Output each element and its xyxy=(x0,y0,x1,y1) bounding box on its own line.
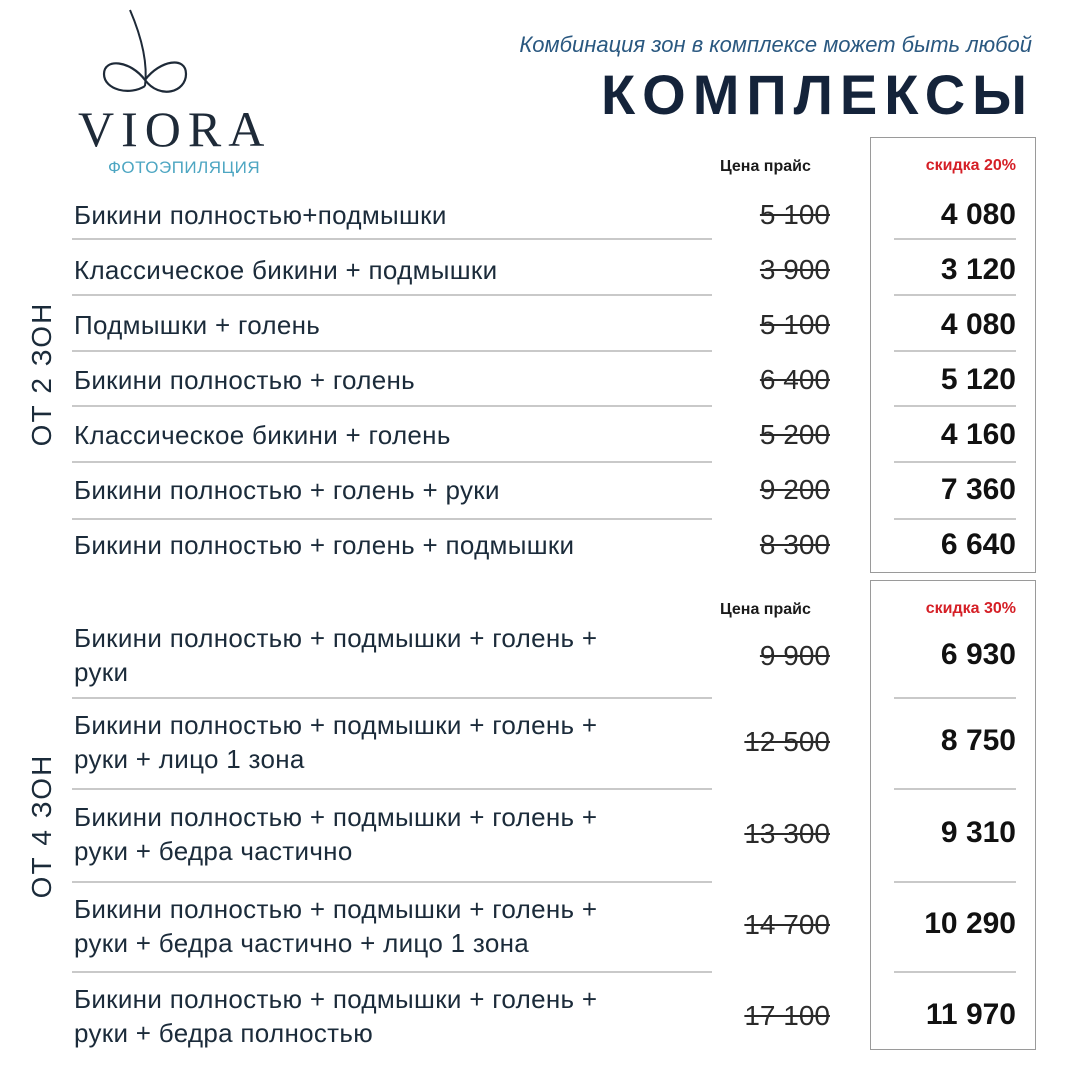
complex-name-line: руки xyxy=(74,657,129,687)
divider xyxy=(72,461,712,463)
section-label: ОТ 4 ЗОН xyxy=(26,753,57,899)
old-price: 3 900 xyxy=(759,254,830,285)
brand-logo xyxy=(78,8,308,178)
discount-price: 4 080 xyxy=(940,308,1016,341)
complex-name-line: руки + бедра полностью xyxy=(74,1018,374,1048)
divider xyxy=(72,788,712,790)
divider xyxy=(72,518,712,520)
discount-price: 9 310 xyxy=(940,816,1016,849)
complex-name xyxy=(74,621,710,689)
complex-name: Подмышки + голень xyxy=(74,310,321,340)
divider xyxy=(894,788,1016,790)
page-title: КОМПЛЕКСЫ xyxy=(601,63,1034,126)
divider xyxy=(72,405,712,407)
divider xyxy=(894,238,1016,240)
divider xyxy=(894,881,1016,883)
complex-name-line: Бикини полностью + подмышки + голень + xyxy=(74,894,598,924)
price-header: Цена прайс xyxy=(720,601,811,618)
discount-price: 6 640 xyxy=(940,528,1016,561)
old-price: 5 100 xyxy=(759,199,830,230)
divider xyxy=(894,971,1016,973)
divider xyxy=(72,294,712,296)
complex-name xyxy=(74,800,710,868)
complex-name xyxy=(74,892,710,960)
discount-price: 4 080 xyxy=(940,198,1016,231)
complex-name-line: Бикини полностью + подмышки + голень + xyxy=(74,984,598,1014)
discount-price: 6 930 xyxy=(940,638,1016,671)
complex-name: Классическое бикини + подмышки xyxy=(74,255,498,285)
brand-subtitle: ФОТОЭПИЛЯЦИЯ xyxy=(108,158,261,177)
discount-header: скидка 20% xyxy=(925,157,1016,174)
complex-name: Бикини полностью + голень + руки xyxy=(74,475,500,505)
price-header: Цена прайс xyxy=(720,158,811,175)
divider xyxy=(72,971,712,973)
discount-price: 8 750 xyxy=(940,724,1016,757)
brand-name: VIORA xyxy=(78,101,272,157)
discount-price: 3 120 xyxy=(940,253,1016,286)
old-price: 5 200 xyxy=(759,419,830,450)
tagline: Комбинация зон в комплексе может быть любой xyxy=(519,32,1032,57)
discount-price: 5 120 xyxy=(940,363,1016,396)
complex-name: Бикини полностью + голень + подмышки xyxy=(74,530,575,560)
divider xyxy=(72,881,712,883)
complex-name-line: Бикини полностью + подмышки + голень + xyxy=(74,623,598,653)
old-price: 5 100 xyxy=(759,309,830,340)
old-price: 17 100 xyxy=(744,1000,830,1031)
old-price: 9 900 xyxy=(759,640,830,671)
divider xyxy=(894,518,1016,520)
old-price: 6 400 xyxy=(759,364,830,395)
complex-name xyxy=(74,982,710,1050)
infinity-hair-icon xyxy=(100,8,190,103)
discount-price: 7 360 xyxy=(940,473,1016,506)
complex-name-line: руки + лицо 1 зона xyxy=(74,744,305,774)
complex-name-line: Бикини полностью + подмышки + голень + xyxy=(74,802,598,832)
old-price: 8 300 xyxy=(759,529,830,560)
divider xyxy=(894,461,1016,463)
divider xyxy=(894,405,1016,407)
old-price: 12 500 xyxy=(744,726,830,757)
old-price: 13 300 xyxy=(744,818,830,849)
discount-header: скидка 30% xyxy=(925,600,1016,617)
complex-name: Классическое бикини + голень xyxy=(74,420,451,450)
discount-price: 11 970 xyxy=(925,998,1016,1031)
complex-name-line: руки + бедра частично + лицо 1 зона xyxy=(74,928,530,958)
divider xyxy=(72,350,712,352)
discount-price: 10 290 xyxy=(924,907,1016,940)
old-price: 14 700 xyxy=(744,909,830,940)
section-label: ОТ 2 ЗОН xyxy=(26,301,57,447)
divider xyxy=(894,697,1016,699)
old-price: 9 200 xyxy=(759,474,830,505)
complex-name-line: руки + бедра частично xyxy=(74,836,353,866)
divider xyxy=(72,238,712,240)
divider xyxy=(72,697,712,699)
complex-name xyxy=(74,708,710,776)
complex-name: Бикини полностью+подмышки xyxy=(74,200,447,230)
complex-name-line: Бикини полностью + подмышки + голень + xyxy=(74,710,598,740)
discount-price: 4 160 xyxy=(940,418,1016,451)
complex-name: Бикини полностью + голень xyxy=(74,365,415,395)
divider xyxy=(894,294,1016,296)
divider xyxy=(894,350,1016,352)
